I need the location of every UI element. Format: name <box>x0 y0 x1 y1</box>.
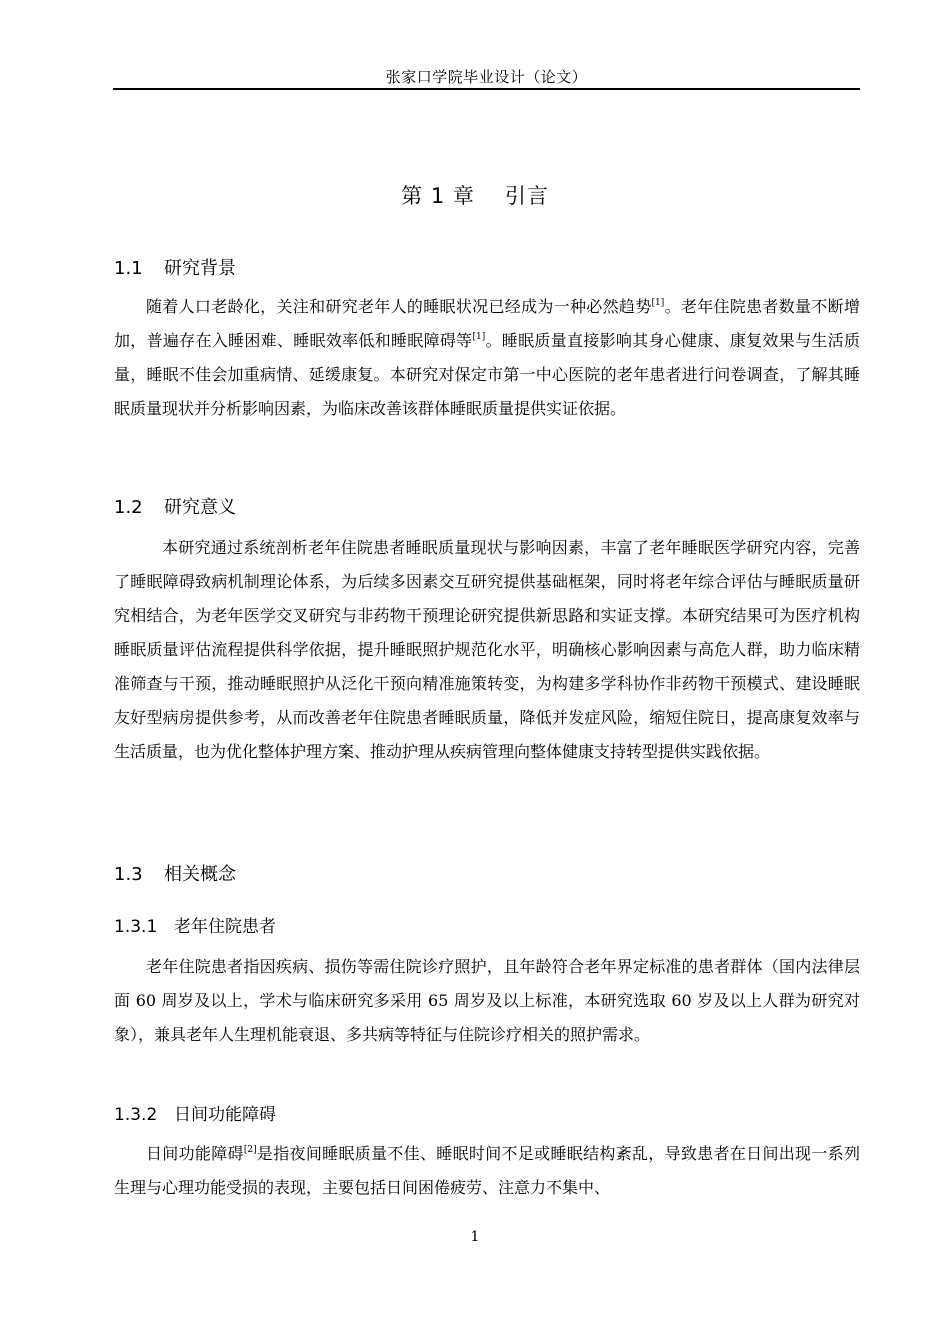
section-title: 研究意义 <box>164 497 236 518</box>
page-number: 1 <box>470 1229 480 1245</box>
header-rule <box>113 88 860 90</box>
subsection-title: 日间功能障碍 <box>174 1105 276 1125</box>
paragraph-text: 是指夜间睡眠质量不佳、睡眠时间不足或睡眠结构紊乱，导致患者在日间出现一系列生理与心理功能受损的表现，主要包括日间困倦疲劳、注意力不集中、 <box>114 1144 860 1197</box>
citation: [2] <box>243 1145 257 1155</box>
section-number: 1.2 <box>114 497 143 518</box>
section-heading-1-1 <box>114 254 236 280</box>
paragraph-daytime-dysfunction <box>114 1137 860 1205</box>
subsection-number: 1.3.2 <box>114 1105 158 1125</box>
paragraph-text: 随着人口老龄化，关注和研究老年人的睡眠状况已经成为一种必然趋势 <box>146 297 652 316</box>
paragraph-text: 。睡眠质量直接影响其身心健康、康复效果与生活质量，睡眠不佳会加重病情、延缓康复。本研究对保定市第一中心医院的老年患者进行问卷调查，了解其睡眠质量现状并分析影响因素，为临床改善该群体睡眠质量提供实证依据。 <box>114 331 860 418</box>
subsection-number: 1.3.1 <box>114 917 158 937</box>
section-number: 1.1 <box>114 258 143 279</box>
chapter-number: 第 1 章 <box>401 184 475 208</box>
citation: [1] <box>472 332 486 342</box>
paragraph-text: 。老年住院患者数量不断增加，普遍存在入睡困难、睡眠效率低和睡眠障碍等 <box>114 297 860 350</box>
paragraph-elderly-inpatients: 老年住院患者指因疾病、损伤等需住院诊疗照护，且年龄符合老年界定标准的患者群体（国内法律层面 60 周岁及以上，学术与临床研究多采用 65 周岁及以上标准，本研究选取 60 岁及以上人群为研究对象），兼具老年人生理机能衰退、多共病等特征与住院诊疗相关的照护需求。 <box>114 957 860 1044</box>
paragraph-research-significance: 本研究通过系统剖析老年住院患者睡眠质量现状与影响因素，丰富了老年睡眠医学研究内容，完善了睡眠障碍致病机制理论体系，为后续多因素交互研究提供基础框架，同时将老年综合评估与睡眠质量研究相结合，为老年医学交叉研究与非药物干预理论研究提供新思路和实证支撑。本研究结果可为医疗机构睡眠质量评估流程提供科学依据，提升睡眠照护规范化水平，明确核心影响因素与高危人群，助力临床精准筛查与干预，推动睡眠照护从泛化干预向精准施策转变，为构建多学科协作非药物干预模式、建设睡眠友好型病房提供参考，从而改善老年住院患者睡眠质量，降低并发症风险，缩短住院日，提高康复效率与生活质量，也为优化整体护理方案、推动护理从疾病管理向整体健康支持转型提供实践依据。 <box>114 538 860 761</box>
paragraph-research-background <box>114 290 860 426</box>
chapter-title <box>0 180 950 210</box>
chapter-name: 引言 <box>504 184 549 208</box>
section-title: 相关概念 <box>164 864 236 885</box>
paragraph-text: 日间功能障碍 <box>146 1144 244 1163</box>
section-number: 1.3 <box>114 864 143 885</box>
page-header: 张家口学院毕业设计（论文） <box>385 68 588 86</box>
section-title: 研究背景 <box>164 258 236 279</box>
section-heading-1-2 <box>114 493 236 519</box>
section-heading-1-3 <box>114 860 236 886</box>
subsection-heading-1-3-2 <box>114 1100 276 1125</box>
subsection-title: 老年住院患者 <box>174 917 276 937</box>
subsection-heading-1-3-1 <box>114 912 276 937</box>
citation: [1] <box>651 298 665 308</box>
